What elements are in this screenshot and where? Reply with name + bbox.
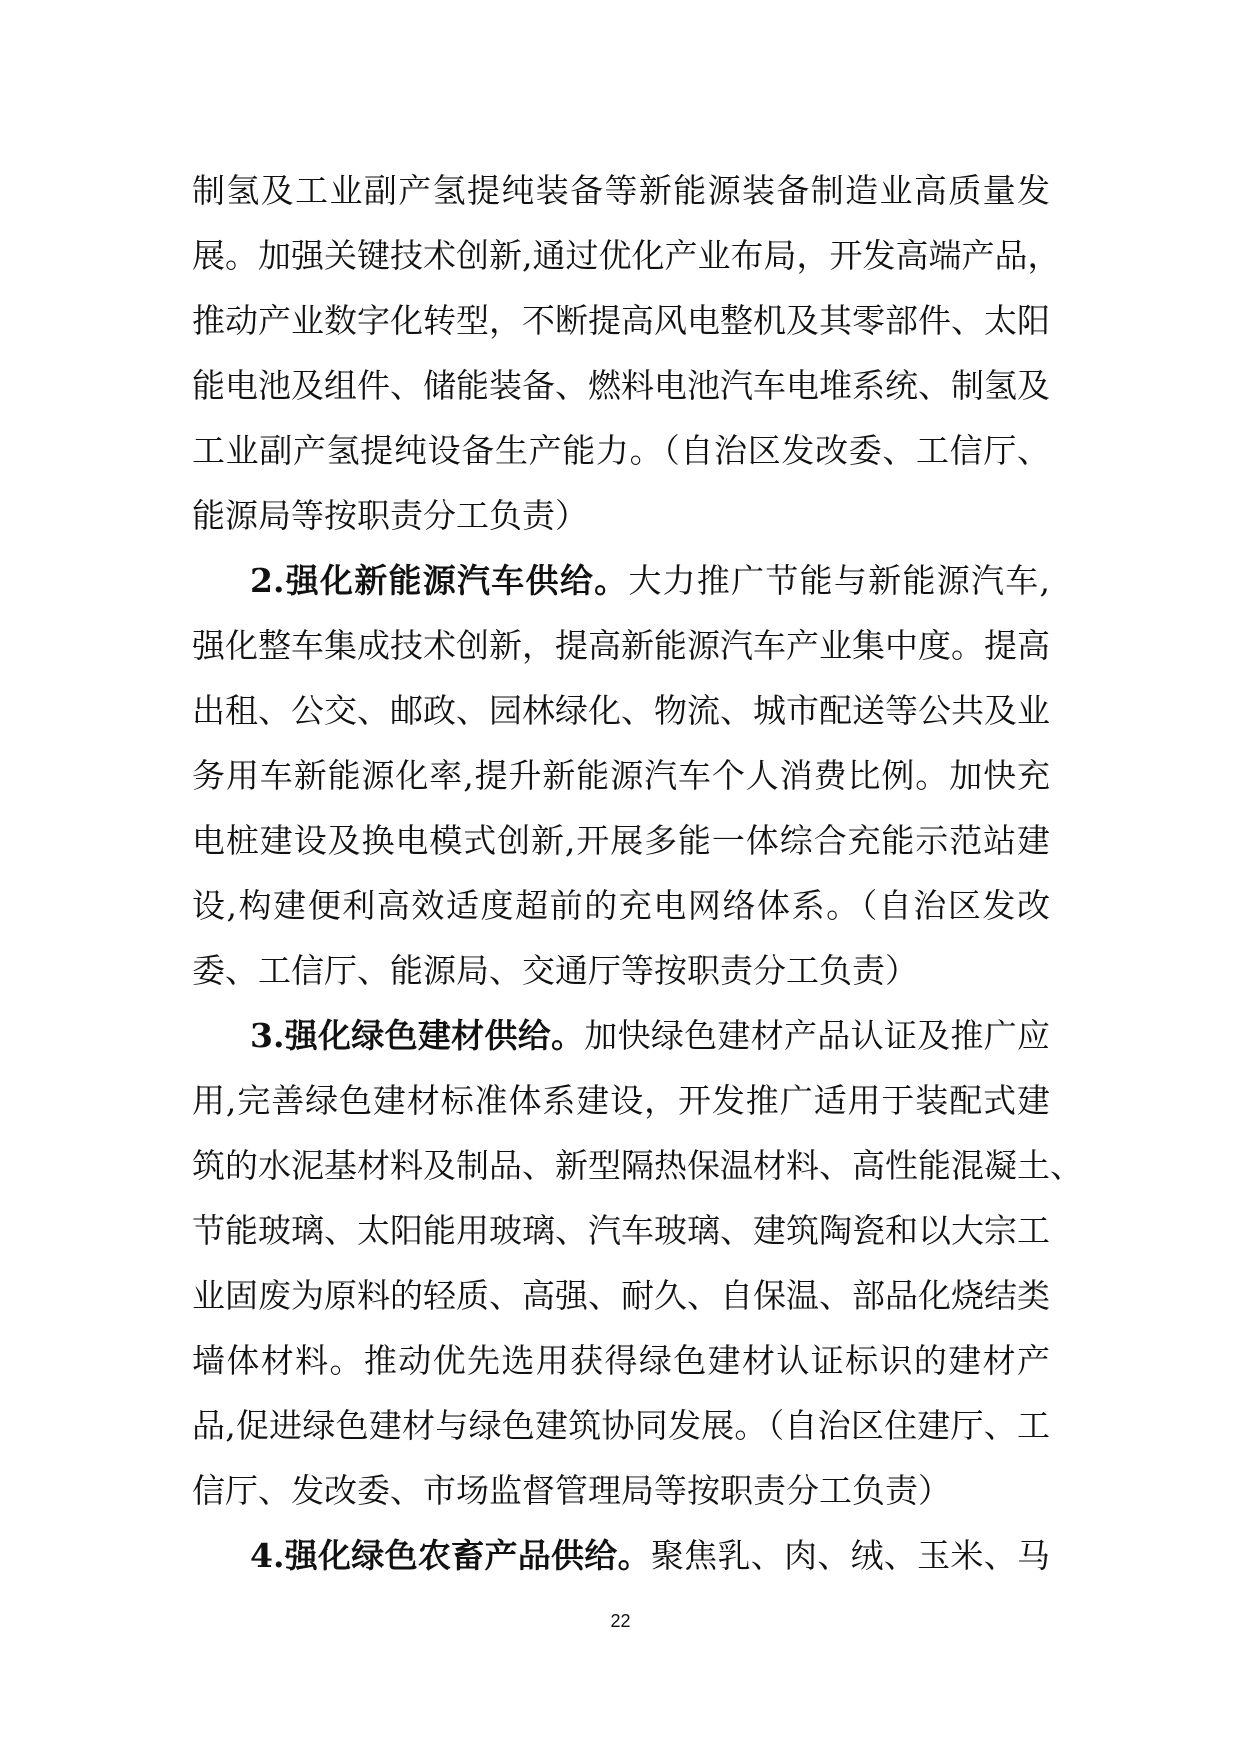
text-line: 委、工信厅、能源局、交通厅等按职责分工负责） bbox=[192, 951, 918, 990]
text-line: 强化整车集成技术创新，提高新能源汽车产业集中度。提高 bbox=[192, 626, 1050, 665]
text-line: 电桩建设及换电模式创新,开展多能一体综合充能示范站建 bbox=[192, 821, 1050, 860]
text-line: 工业副产氢提纯设备生产能力。（自治区发改委、工信厅、 bbox=[192, 431, 1050, 470]
text-line: 推动产业数字化转型，不断提高风电整机及其零部件、太阳 bbox=[192, 301, 1050, 340]
section-heading-rest: 聚焦乳、肉、绒、玉米、马 bbox=[650, 1536, 1051, 1575]
section-heading-line bbox=[192, 548, 1050, 613]
text-line: 信厅、发改委、市场监督管理局等按职责分工负责） bbox=[192, 1471, 951, 1510]
text-line: 节能玻璃、太阳能用玻璃、汽车玻璃、建筑陶瓷和以大宗工 bbox=[192, 1211, 1050, 1250]
section-heading-line bbox=[192, 1003, 1050, 1068]
section-heading: 2.强化新能源汽车供给。 bbox=[250, 561, 629, 600]
text-line: 设,构建便利高效适度超前的充电网络体系。（自治区发改 bbox=[192, 886, 1050, 925]
text-line: 品,促进绿色建材与绿色建筑协同发展。（自治区住建厅、工 bbox=[192, 1406, 1050, 1445]
section-heading-line bbox=[192, 1523, 1050, 1588]
section-heading: 3.强化绿色建材供给。 bbox=[250, 1016, 585, 1055]
text-line: 务用车新能源化率,提升新能源汽车个人消费比例。加快充 bbox=[192, 756, 1050, 795]
body-text bbox=[192, 158, 1083, 1588]
text-line: 业固废为原料的轻质、高强、耐久、自保温、部品化烧结类 bbox=[192, 1276, 1050, 1315]
section-heading-rest: 加快绿色建材产品认证及推广应 bbox=[584, 1016, 1050, 1055]
text-line: 墙体材料。推动优先选用获得绿色建材认证标识的建材产 bbox=[192, 1341, 1050, 1380]
text-line: 制氢及工业副产氢提纯装备等新能源装备制造业高质量发 bbox=[192, 171, 1050, 210]
text-line: 出租、公交、邮政、园林绿化、物流、城市配送等公共及业 bbox=[192, 691, 1050, 730]
text-line: 筑的水泥基材料及制品、新型隔热保温材料、高性能混凝土、 bbox=[192, 1146, 1083, 1185]
page-number: 22 bbox=[610, 1611, 631, 1631]
section-heading: 4.强化绿色农畜产品供给。 bbox=[250, 1536, 651, 1575]
section-heading-rest: 大力推广节能与新能源汽车, bbox=[628, 561, 1050, 600]
text-line: 用,完善绿色建材标准体系建设，开发推广适用于装配式建 bbox=[192, 1081, 1050, 1120]
text-line: 能电池及组件、储能装备、燃料电池汽车电堆系统、制氢及 bbox=[192, 366, 1050, 405]
text-line: 展。加强关键技术创新,通过优化产业布局，开发高端产品， bbox=[192, 236, 1061, 275]
text-line: 能源局等按职责分工负责） bbox=[192, 496, 588, 535]
